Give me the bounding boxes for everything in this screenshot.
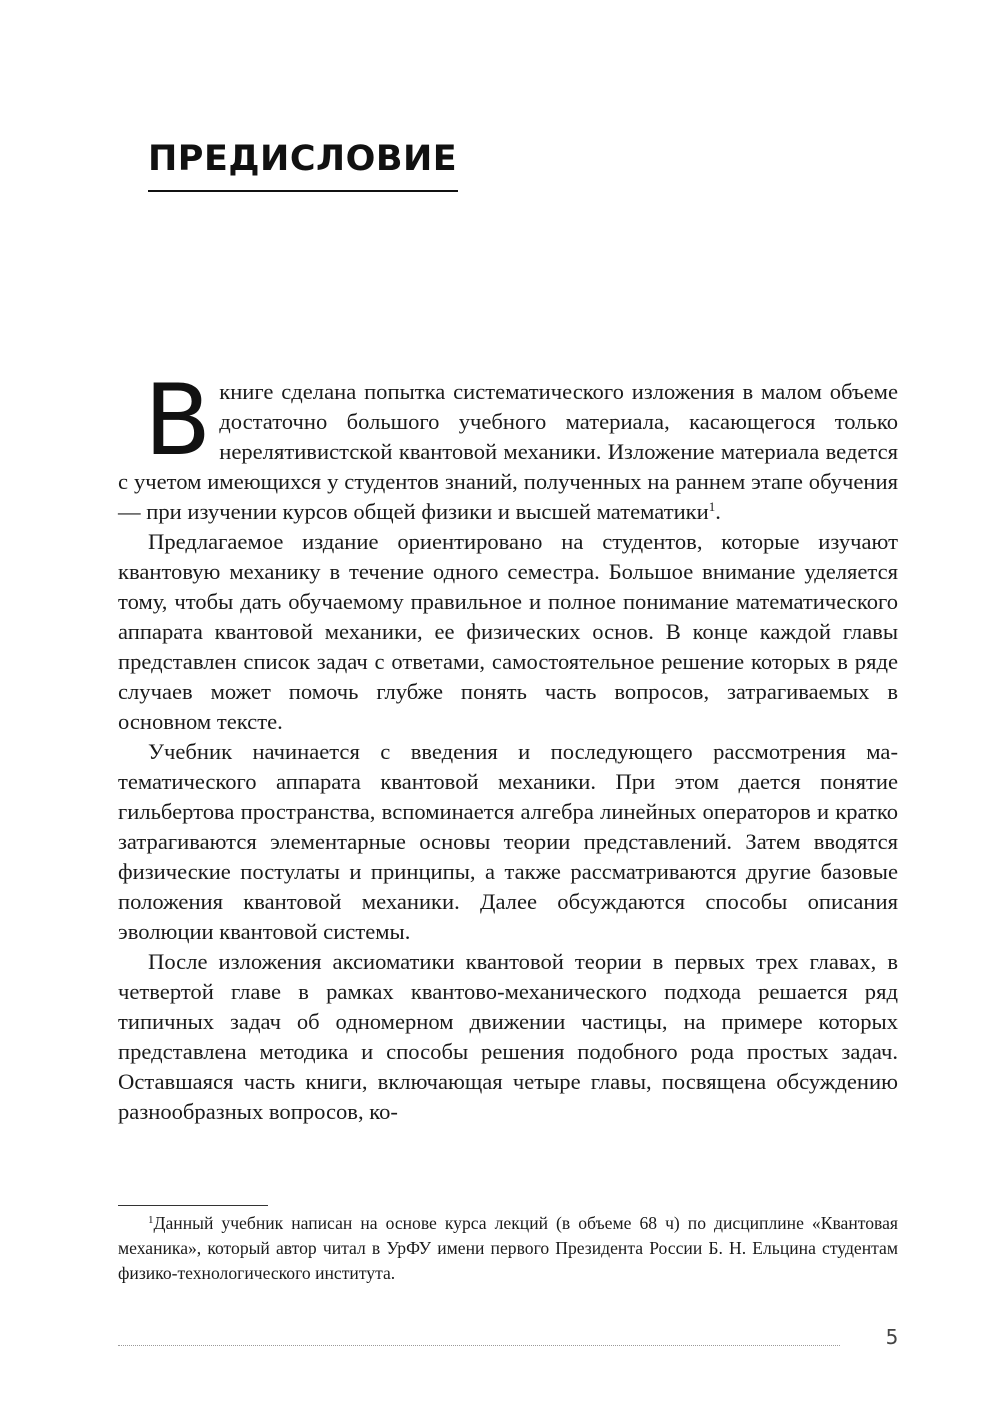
paragraph-4: После изложения аксиоматики квантовой теории в первых трех главах, в четвертой главе в рамках квантово-механического подхода решается ряд типичных задач об одномерном движении частицы, на примере которых представлена методика и способы решения подобного рода простых задач. Оставшаяся часть книги, включающая четыре главы, посвящена обсуждению разнообразных вопросов, ко-: [118, 949, 898, 1124]
paragraph-2: Предлагаемое издание ориентировано на студентов, которые изучают квантовую механику в течение одного семестра. Большое внимание уделяется тому, чтобы дать обучаемому правильное и полное понимание математического аппарата квантовой механики, ее физических основ. В конце каждой главы представлен список задач с ответами, самостоятельное решение которых в ряде случаев может помочь глубже понять часть вопросов, затрагиваемых в основном тексте.: [118, 529, 898, 734]
paragraph-1-text: книге сделана попытка систематического изложения в малом объеме достаточно большого учебного материала, касающегося только нерелятивистской квантовой механики. Изложение материала ведется с учетом имеющихся у студентов знаний, полученных на раннем этапе обучения — при изучении курсов общей физики и высшей математики: [118, 379, 898, 524]
page-number: 5: [885, 1325, 899, 1349]
title-underline: [148, 190, 458, 192]
footnote-text: Данный учебник написан на основе курса лекций (в объеме 68 ч) по дисциплине «Квантовая механика», который автор читал в УрФУ имени первого Президента России Б. Н. Ельцина студентам физико-технологического института.: [118, 1213, 898, 1283]
paragraph-1-end: .: [715, 499, 721, 524]
paragraph-1: [118, 364, 898, 527]
drop-cap: В: [144, 364, 212, 478]
footnote-reference[interactable]: 1: [708, 499, 716, 514]
footer-dotted-rule: [118, 1345, 840, 1346]
paragraph-3: Учебник начинается с введения и последующего рассмотрения математического аппарата квантовой механики. При этом дается понятие гильбертова пространства, вспоминается алгебра линейных операторов и кратко затрагиваются элементарные основы теории представлений. Затем вводятся физические постулаты и принципы, а также рассматриваются другие базовые положения квантовой механики. Далее обсуждаются способы описания эволюции квантовой системы.: [118, 739, 898, 944]
footnote-marker: 1: [148, 1214, 154, 1226]
body-text: [118, 364, 898, 1127]
page-title: ПРЕДИСЛОВИЕ: [148, 139, 458, 179]
footnote: [118, 1211, 898, 1286]
footnote-divider: [118, 1205, 268, 1206]
